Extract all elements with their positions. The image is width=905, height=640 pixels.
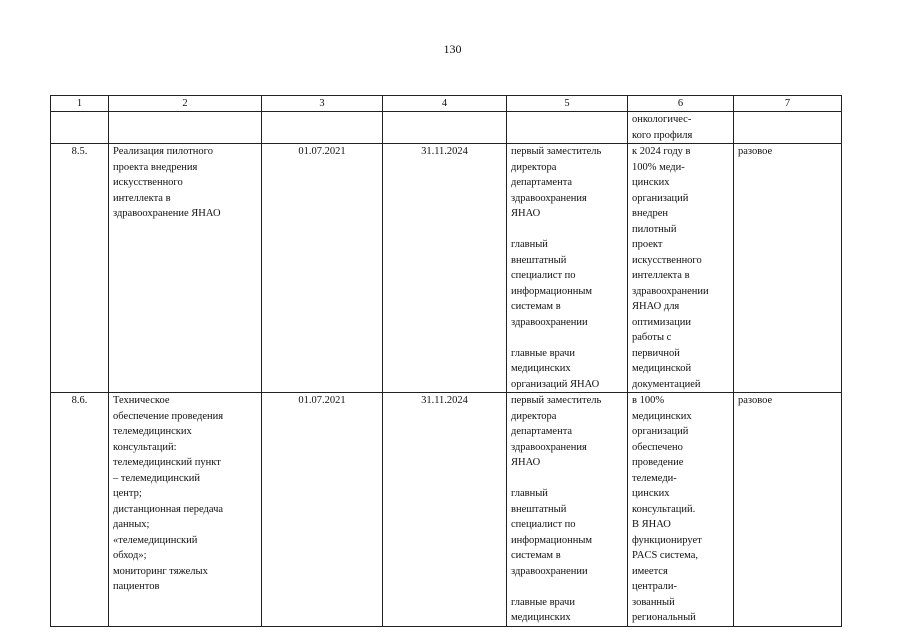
text-line: директора xyxy=(511,161,557,173)
text-line: обеспечено xyxy=(632,441,683,453)
page-number: 130 xyxy=(443,42,462,56)
text-line: главные врачи xyxy=(511,347,575,359)
text-line: кого профиля xyxy=(632,129,693,141)
text-line: централи- xyxy=(632,581,677,592)
text-line: документацией xyxy=(632,378,701,390)
text-line: дистанционная передача xyxy=(113,503,224,515)
text-line: ЯНАО xyxy=(511,208,541,219)
paragraph-gap xyxy=(511,471,623,487)
text-line: обход»; xyxy=(113,550,147,561)
text-line: центр; xyxy=(113,488,142,499)
text-line: онкологичес- xyxy=(632,114,692,125)
text-line: главный xyxy=(511,488,548,499)
paragraph-gap xyxy=(511,330,623,346)
header-cell: 4 xyxy=(383,96,507,112)
text-line: к 2024 году в xyxy=(632,146,691,157)
text-line: интеллекта в xyxy=(113,192,171,204)
table-header-row xyxy=(51,96,842,112)
plan-table xyxy=(50,95,842,627)
text-line: специалист по xyxy=(511,270,576,281)
text-line: системам в xyxy=(511,301,561,312)
text-line: в 100% xyxy=(632,395,665,406)
text-line: медицинской xyxy=(632,363,692,374)
text-line: цинских xyxy=(632,488,670,499)
text-line: региональный xyxy=(632,612,696,623)
text-line: зованный xyxy=(632,596,675,608)
text-line: организаций xyxy=(632,192,689,204)
text-line: интеллекта в xyxy=(632,270,690,281)
table-row xyxy=(51,112,842,144)
text-line: – телемедицинский xyxy=(113,472,201,484)
table-row xyxy=(51,144,842,393)
measure-name xyxy=(109,112,262,144)
text-line: организаций ЯНАО xyxy=(511,378,600,390)
text-line: обеспечение проведения xyxy=(113,410,224,422)
start-date xyxy=(262,112,383,144)
responsible xyxy=(507,144,628,393)
text-line: здравоохранения xyxy=(511,441,587,453)
text-line: информационным xyxy=(511,534,593,546)
responsible xyxy=(507,393,628,627)
row-number xyxy=(51,112,109,144)
text-line: мониторинг тяжелых xyxy=(113,565,208,577)
header-cell: 1 xyxy=(51,96,109,112)
text-line: телемеди- xyxy=(632,472,677,484)
header-cell: 6 xyxy=(628,96,734,112)
text-line: системам в xyxy=(511,550,561,561)
text-line: здравоохранении xyxy=(511,565,588,577)
end-date: 31.11.2024 xyxy=(383,144,507,393)
text-line: первый заместитель xyxy=(511,395,602,406)
text-line: главные врачи xyxy=(511,596,575,608)
responsible xyxy=(507,112,628,144)
text-line: Реализация пилотного xyxy=(113,146,213,157)
text-line: оптимизации xyxy=(632,316,692,328)
measure-type xyxy=(734,112,842,144)
text-line: проект xyxy=(632,239,663,250)
text-line: работы с xyxy=(632,332,672,343)
text-line: первичной xyxy=(632,347,680,359)
text-line: медицинских xyxy=(632,410,692,422)
text-line: данных; xyxy=(113,519,150,530)
row-number: 8.6. xyxy=(51,393,109,627)
paragraph-gap xyxy=(511,222,623,238)
header-cell: 2 xyxy=(109,96,262,112)
measure-type: разовое xyxy=(734,393,842,627)
text-line: внедрен xyxy=(632,208,668,219)
text-line: ЯНАО xyxy=(511,457,541,468)
text-line: имеется xyxy=(632,565,668,577)
text-line: внештатный xyxy=(511,503,567,515)
header-cell: 3 xyxy=(262,96,383,112)
text-line: проекта внедрения xyxy=(113,161,198,173)
text-line: медицинских xyxy=(511,363,571,374)
text-line: телемедицинских xyxy=(113,426,192,437)
expected-result xyxy=(628,144,734,393)
expected-result xyxy=(628,393,734,627)
end-date xyxy=(383,112,507,144)
measure-type: разовое xyxy=(734,144,842,393)
text-line: проведение xyxy=(632,457,684,468)
text-line: здравоохранении xyxy=(511,316,588,328)
header-cell: 7 xyxy=(734,96,842,112)
text-line: здравоохранения xyxy=(511,192,587,204)
text-line: медицинских xyxy=(511,612,571,623)
text-line: ЯНАО для xyxy=(632,301,680,312)
text-line: «телемедицинский xyxy=(113,534,198,546)
text-line: директора xyxy=(511,410,557,422)
end-date: 31.11.2024 xyxy=(383,393,507,627)
text-line: искусственного xyxy=(113,177,183,188)
text-line: здравоохранении xyxy=(632,285,709,297)
text-line: организаций xyxy=(632,426,689,437)
text-line: внештатный xyxy=(511,254,567,266)
text-line: пациентов xyxy=(113,581,160,592)
text-line: PACS система, xyxy=(632,550,698,561)
paragraph-gap xyxy=(511,579,623,595)
expected-result xyxy=(628,112,734,144)
text-line: В ЯНАО xyxy=(632,519,671,530)
text-line: 100% меди- xyxy=(632,161,685,173)
text-line: департамента xyxy=(511,426,573,437)
start-date: 01.07.2021 xyxy=(262,393,383,627)
measure-name xyxy=(109,393,262,627)
start-date: 01.07.2021 xyxy=(262,144,383,393)
header-cell: 5 xyxy=(507,96,628,112)
text-line: пилотный xyxy=(632,223,677,235)
text-line: главный xyxy=(511,239,548,250)
table-row xyxy=(51,393,842,627)
text-line: информационным xyxy=(511,285,593,297)
text-line: функционирует xyxy=(632,534,702,546)
text-line: здравоохранение ЯНАО xyxy=(113,208,221,219)
row-number: 8.5. xyxy=(51,144,109,393)
text-line: Техническое xyxy=(113,395,170,406)
text-line: телемедицинский пункт xyxy=(113,457,221,468)
text-line: первый заместитель xyxy=(511,146,602,157)
text-line: цинских xyxy=(632,177,670,188)
text-line: консультаций. xyxy=(632,503,696,515)
measure-name xyxy=(109,144,262,393)
text-line: специалист по xyxy=(511,519,576,530)
text-line: консультаций: xyxy=(113,441,177,453)
text-line: искусственного xyxy=(632,254,702,266)
text-line: департамента xyxy=(511,177,573,188)
